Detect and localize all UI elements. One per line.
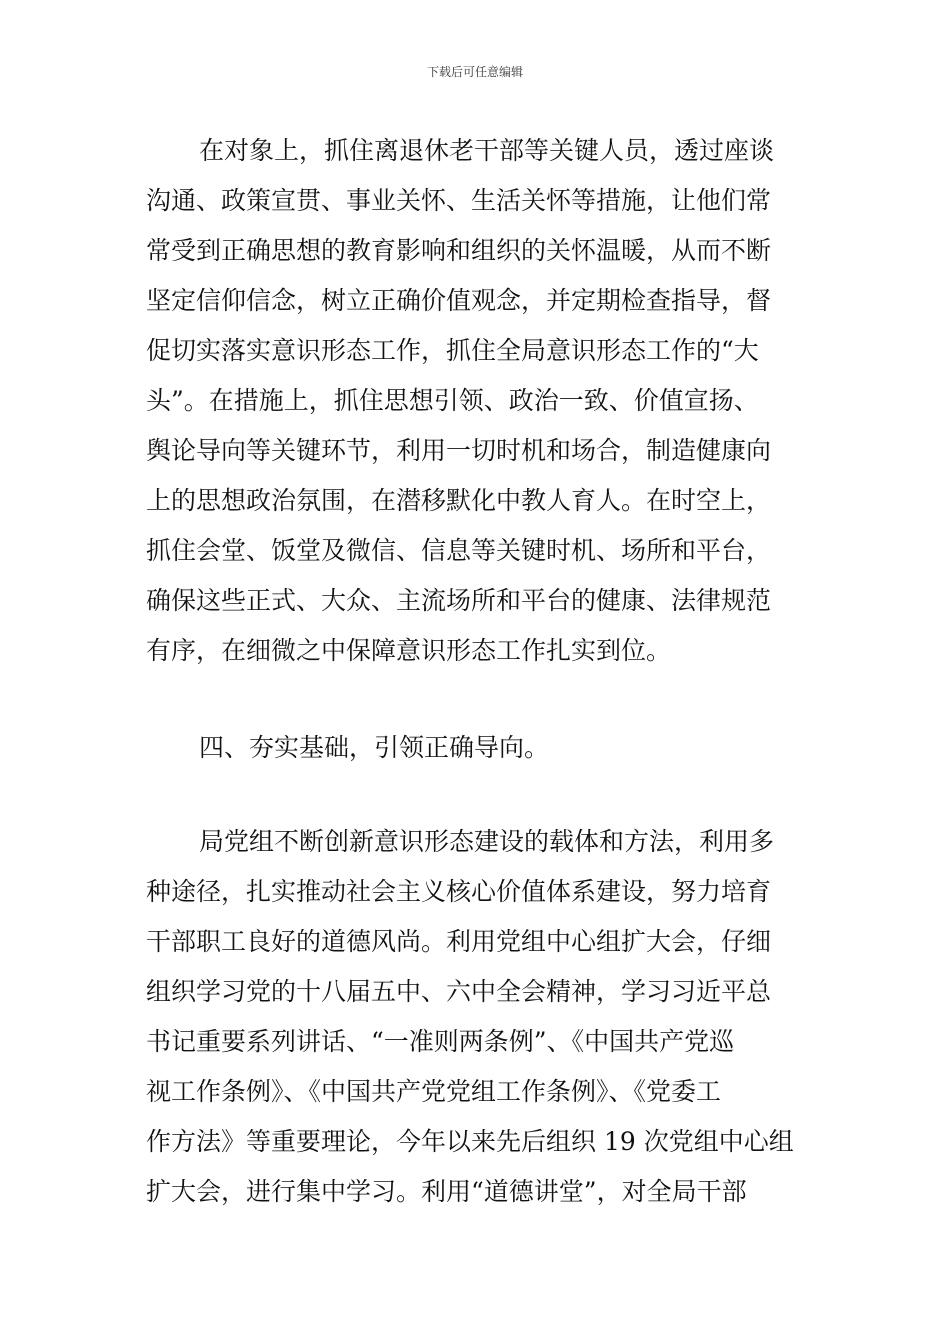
paragraph-line: 头”。在措施上，抓住思想引领、政治一致、价值宣扬、 [146, 386, 759, 415]
paragraph-line: 作方法》等重要理论，今年以来先后组织 19 次党组中心组 [146, 1127, 794, 1156]
paragraph-line: 确保这些正式、大众、主流场所和平台的健康、法律规范 [146, 586, 772, 615]
section-heading: 四、夯实基础，引领正确导向。 [199, 733, 550, 762]
paragraph-line: 扩大会，进行集中学习。利用“道德讲堂”，对全局干部 [146, 1177, 747, 1206]
paragraph-line: 上的思想政治氛围，在潜移默化中教人育人。在时空上， [146, 486, 772, 515]
paragraph-line: 舆论导向等关键环节，利用一切时机和场合，制造健康向 [146, 436, 772, 465]
paragraph-line: 书记重要系列讲话、“一准则两条例”、《中国共产党巡 [146, 1027, 735, 1056]
paragraph-line: 干部职工良好的道德风尚。利用党组中心组扩大会，仔细 [146, 927, 772, 956]
paragraph-line: 沟通、政策宣贯、事业关怀、生活关怀等措施，让他们常 [146, 186, 772, 215]
paragraph-line: 促切实落实意识形态工作，抓住全局意识形态工作的“大 [146, 336, 759, 365]
paragraph-spacing [146, 773, 806, 817]
paragraph-line: 抓住会堂、饭堂及微信、信息等关键时机、场所和平台， [146, 536, 772, 565]
paragraph-line: 局党组不断创新意识形态建设的载体和方法，利用多 [199, 827, 775, 856]
paragraph-line: 种途径，扎实推动社会主义核心价值体系建设，努力培育 [146, 877, 772, 906]
paragraph-2 [146, 817, 806, 1217]
paragraph-line: 常受到正确思想的教育影响和组织的关怀温暖，从而不断 [146, 236, 772, 265]
document-body [146, 126, 806, 1217]
paragraph-line: 视工作条例》、《中国共产党党组工作条例》、《党委工 [146, 1077, 722, 1106]
paragraph-line: 有序，在细微之中保障意识形态工作扎实到位。 [146, 636, 672, 665]
paragraph-line: 组织学习党的十八届五中、六中全会精神，学习习近平总 [146, 977, 772, 1006]
paragraph-1 [146, 126, 806, 676]
paragraph-line: 坚定信仰信念，树立正确价值观念，并定期检查指导，督 [146, 286, 772, 315]
paragraph-spacing [146, 676, 806, 723]
paragraph-line: 在对象上，抓住离退休老干部等关键人员，透过座谈 [199, 136, 775, 165]
page-header-note: 下载后可任意编辑 [426, 65, 523, 79]
